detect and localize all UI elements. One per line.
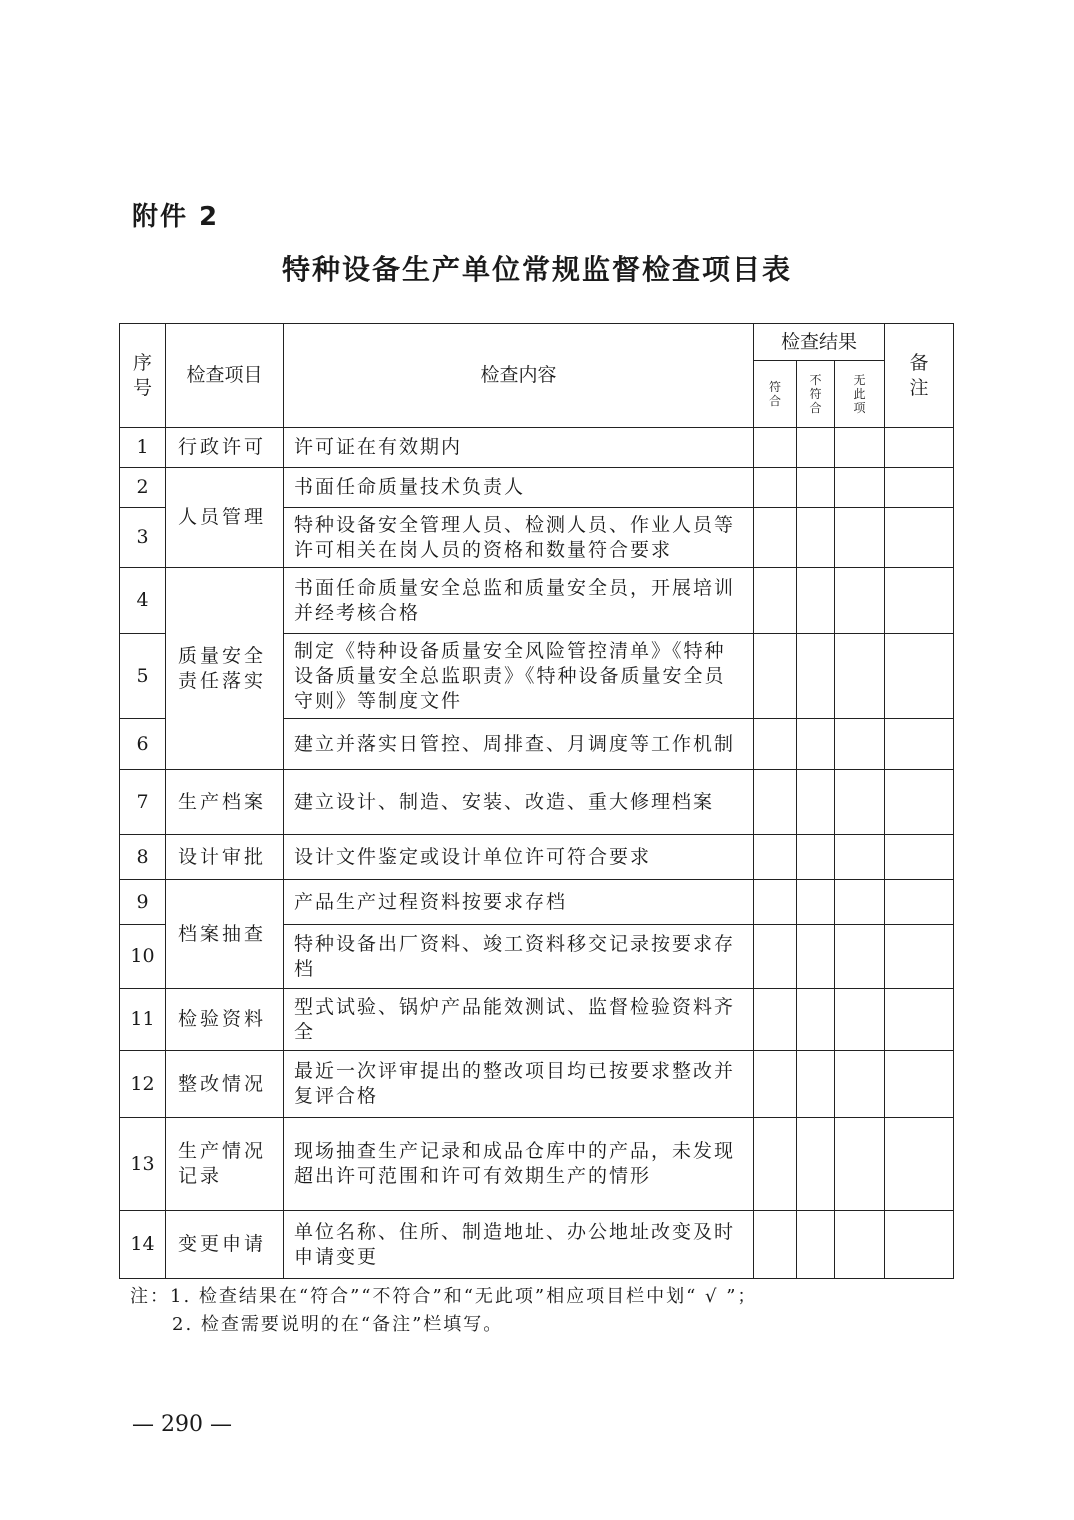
attachment-label: 附件 2: [132, 202, 220, 232]
header-seq: 序 号: [120, 324, 166, 428]
na-cell[interactable]: [835, 1118, 885, 1211]
document-title: 特种设备生产单位常规监督检查项目表: [281, 253, 792, 286]
table-row: [120, 880, 954, 925]
na-cell[interactable]: [835, 835, 885, 880]
table-row: [120, 1051, 954, 1118]
note-line-2: 2. 检查需要说明的在“备注”栏填写。: [172, 1314, 504, 1335]
row-no: 9: [120, 880, 166, 925]
row-content: 型式试验、锅炉产品能效测试、监督检验资料齐全: [284, 989, 754, 1051]
conform-cell[interactable]: [754, 989, 797, 1051]
nonconform-cell[interactable]: [797, 508, 835, 568]
na-cell[interactable]: [835, 1051, 885, 1118]
row-item: 整改情况: [166, 1051, 284, 1118]
table-row: [120, 989, 954, 1051]
conform-cell[interactable]: [754, 1118, 797, 1211]
conform-cell[interactable]: [754, 1211, 797, 1279]
row-item: 质量安全责任落实: [166, 568, 284, 770]
remark-cell[interactable]: [885, 634, 954, 719]
row-no: 1: [120, 428, 166, 468]
header-row: [120, 324, 954, 361]
remark-cell[interactable]: [885, 925, 954, 989]
header-nonconform: 不 符 合: [797, 361, 835, 428]
row-no: 8: [120, 835, 166, 880]
nonconform-cell[interactable]: [797, 835, 835, 880]
row-content: 特种设备出厂资料、竣工资料移交记录按要求存档: [284, 925, 754, 989]
remark-cell[interactable]: [885, 468, 954, 508]
row-content: 许可证在有效期内: [284, 428, 754, 468]
header-result: 检查结果: [754, 324, 885, 361]
nonconform-cell[interactable]: [797, 770, 835, 835]
remark-cell[interactable]: [885, 835, 954, 880]
row-item: 生产档案: [166, 770, 284, 835]
nonconform-cell[interactable]: [797, 989, 835, 1051]
row-content: 单位名称、住所、制造地址、办公地址改变及时申请变更: [284, 1211, 754, 1279]
row-content: 特种设备安全管理人员、检测人员、作业人员等许可相关在岗人员的资格和数量符合要求: [284, 508, 754, 568]
nonconform-cell[interactable]: [797, 719, 835, 770]
row-item: 检验资料: [166, 989, 284, 1051]
na-cell[interactable]: [835, 770, 885, 835]
row-item: 生产情况记录: [166, 1118, 284, 1211]
table-row: [120, 770, 954, 835]
na-cell[interactable]: [835, 428, 885, 468]
conform-cell[interactable]: [754, 925, 797, 989]
conform-cell[interactable]: [754, 468, 797, 508]
conform-cell[interactable]: [754, 508, 797, 568]
row-content: 书面任命质量技术负责人: [284, 468, 754, 508]
row-no: 4: [120, 568, 166, 634]
header-conform: 符 合: [754, 361, 797, 428]
header-item: 检查项目: [166, 324, 284, 428]
nonconform-cell[interactable]: [797, 880, 835, 925]
row-content: 设计文件鉴定或设计单位许可符合要求: [284, 835, 754, 880]
na-cell[interactable]: [835, 1211, 885, 1279]
conform-cell[interactable]: [754, 428, 797, 468]
na-cell[interactable]: [835, 468, 885, 508]
row-no: 14: [120, 1211, 166, 1279]
nonconform-cell[interactable]: [797, 925, 835, 989]
header-na: 无 此 项: [835, 361, 885, 428]
nonconform-cell[interactable]: [797, 428, 835, 468]
header-content: 检查内容: [284, 324, 754, 428]
remark-cell[interactable]: [885, 1211, 954, 1279]
table-row: [120, 468, 954, 508]
page-number: — 290 —: [132, 1412, 232, 1437]
row-content: 建立并落实日管控、周排查、月调度等工作机制: [284, 719, 754, 770]
conform-cell[interactable]: [754, 1051, 797, 1118]
nonconform-cell[interactable]: [797, 568, 835, 634]
row-content: 书面任命质量安全总监和质量安全员，开展培训并经考核合格: [284, 568, 754, 634]
remark-cell[interactable]: [885, 719, 954, 770]
na-cell[interactable]: [835, 925, 885, 989]
remark-cell[interactable]: [885, 1118, 954, 1211]
na-cell[interactable]: [835, 508, 885, 568]
table-row: [120, 835, 954, 880]
na-cell[interactable]: [835, 719, 885, 770]
row-item: 人员管理: [166, 468, 284, 568]
table-row: [120, 428, 954, 468]
note-line-1: 注：1. 检查结果在“符合”“不符合”和“无此项”相应项目栏中划“ √ ”；: [130, 1286, 758, 1307]
remark-cell[interactable]: [885, 880, 954, 925]
row-content: 制定《特种设备质量安全风险管控清单》《特种设备质量安全总监职责》《特种设备质量安全员守则》等制度文件: [284, 634, 754, 719]
row-no: 10: [120, 925, 166, 989]
row-no: 6: [120, 719, 166, 770]
remark-cell[interactable]: [885, 508, 954, 568]
row-content: 最近一次评审提出的整改项目均已按要求整改并复评合格: [284, 1051, 754, 1118]
na-cell[interactable]: [835, 880, 885, 925]
table-row: [120, 1211, 954, 1279]
na-cell[interactable]: [835, 568, 885, 634]
row-content: 建立设计、制造、安装、改造、重大修理档案: [284, 770, 754, 835]
row-content: 现场抽查生产记录和成品仓库中的产品，未发现超出许可范围和许可有效期生产的情形: [284, 1118, 754, 1211]
conform-cell[interactable]: [754, 880, 797, 925]
row-no: 3: [120, 508, 166, 568]
row-item: 行政许可: [166, 428, 284, 468]
row-item: 档案抽查: [166, 880, 284, 989]
inspection-table: [119, 323, 954, 1279]
row-no: 11: [120, 989, 166, 1051]
na-cell[interactable]: [835, 634, 885, 719]
table-row: [120, 568, 954, 634]
conform-cell[interactable]: [754, 568, 797, 634]
row-item: 变更申请: [166, 1211, 284, 1279]
row-no: 12: [120, 1051, 166, 1118]
remark-cell[interactable]: [885, 568, 954, 634]
header-remark: 备 注: [885, 324, 954, 428]
conform-cell[interactable]: [754, 719, 797, 770]
nonconform-cell[interactable]: [797, 1118, 835, 1211]
remark-cell[interactable]: [885, 428, 954, 468]
remark-cell[interactable]: [885, 1051, 954, 1118]
remark-cell[interactable]: [885, 989, 954, 1051]
row-content: 产品生产过程资料按要求存档: [284, 880, 754, 925]
nonconform-cell[interactable]: [797, 1211, 835, 1279]
table-row: [120, 1118, 954, 1211]
remark-cell[interactable]: [885, 770, 954, 835]
nonconform-cell[interactable]: [797, 634, 835, 719]
nonconform-cell[interactable]: [797, 468, 835, 508]
row-no: 5: [120, 634, 166, 719]
row-no: 13: [120, 1118, 166, 1211]
na-cell[interactable]: [835, 989, 885, 1051]
conform-cell[interactable]: [754, 835, 797, 880]
conform-cell[interactable]: [754, 634, 797, 719]
row-item: 设计审批: [166, 835, 284, 880]
nonconform-cell[interactable]: [797, 1051, 835, 1118]
conform-cell[interactable]: [754, 770, 797, 835]
row-no: 7: [120, 770, 166, 835]
row-no: 2: [120, 468, 166, 508]
